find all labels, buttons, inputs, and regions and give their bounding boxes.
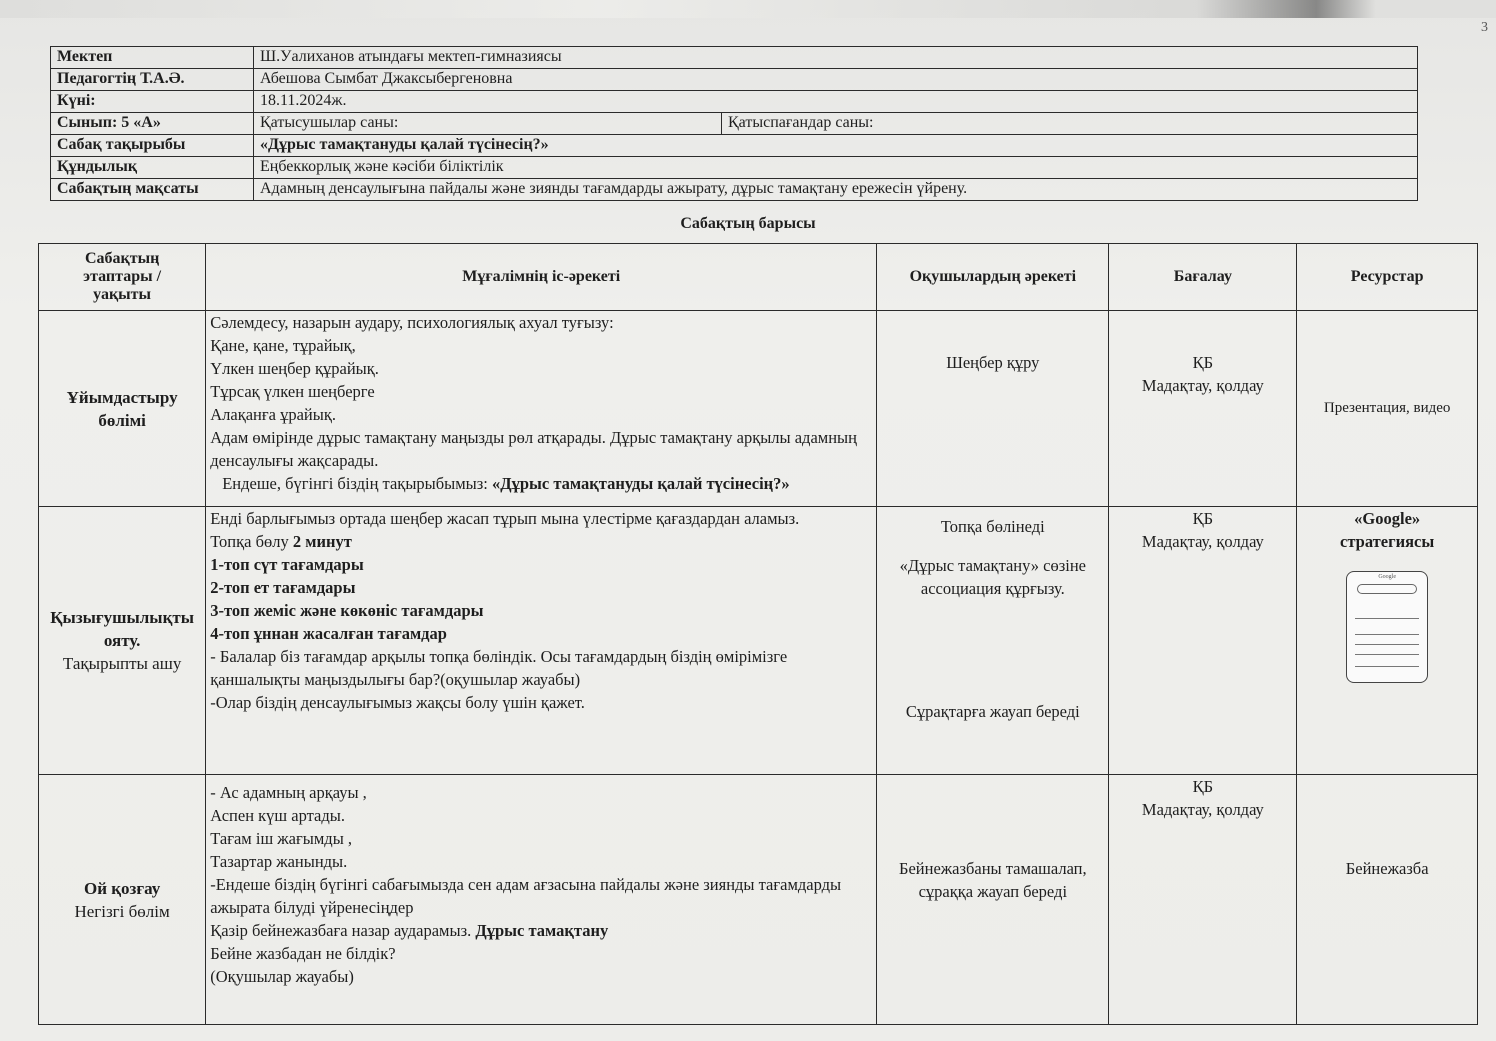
header-value: «Дұрыс тамақтануды қалай түсінесің?» <box>254 135 1418 157</box>
video-title: Дұрыс тамақтану <box>475 921 609 940</box>
students-text: Топқа бөлінеді <box>940 517 1045 536</box>
assessment-cell <box>1109 775 1297 1025</box>
teacher-line: Ендеше, бүгінгі біздің тақырыбымыз: <box>222 474 488 493</box>
header-key: Сынып: 5 «А» <box>51 113 254 135</box>
assessment-type: ҚБ <box>1192 353 1214 372</box>
students-cell <box>877 775 1109 1025</box>
teacher-line: (Оқушылар жауабы) <box>210 967 354 986</box>
line-icon <box>1355 634 1419 635</box>
lesson-topic: «Дұрыс тамақтануды қалай түсінесің?» <box>491 474 790 493</box>
header-key: Күні: <box>51 91 254 113</box>
header-key: Сабақ тақырыбы <box>51 135 254 157</box>
header-row-teacher <box>51 69 1418 91</box>
header-value: 18.11.2024ж. <box>254 91 1418 113</box>
teacher-line: Тағам іш жағымды , <box>210 829 353 848</box>
assessment-text: Мадақтау, қолдау <box>1141 532 1264 551</box>
assessment-cell <box>1109 507 1297 775</box>
group-item: 4-топ ұннан жасалған тағамдар <box>210 624 447 643</box>
header-row-value <box>51 157 1418 179</box>
resources-text: «Google» <box>1354 509 1421 528</box>
split-label: Топқа бөлу <box>210 532 289 551</box>
teacher-line: Бейне жазбадан не білдік? <box>210 944 396 963</box>
resources-text: Презентация, видео <box>1323 400 1451 416</box>
header-row-school <box>51 47 1418 69</box>
line-icon <box>1355 618 1419 619</box>
resources-cell <box>1297 507 1478 775</box>
stage-cell <box>39 775 206 1025</box>
header-key: Мектеп <box>51 47 254 69</box>
teacher-line: - Балалар біз тағамдар арқылы топқа бөліндік. Осы тағамдардың біздің өмірімізге қаншалықты маңыздылығы бар?(оқушылар жауабы) <box>210 647 788 689</box>
students-cell <box>877 311 1109 507</box>
lesson-table-header <box>39 244 1478 311</box>
header-value: Адамның денсаулығына пайдалы және зиянды тағамдарды ажырату, дұрыс тамақтану ережесін үйрену. <box>254 179 1418 201</box>
students-text: Бейнежазбаны тамашалап, сұраққа жауап береді <box>898 859 1087 901</box>
teacher-topic-line <box>210 472 872 495</box>
teacher-cell <box>206 507 877 775</box>
teacher-line: Үлкен шеңбер құрайық. <box>210 359 379 378</box>
photo-top-strip <box>0 0 1496 18</box>
assessment-type: ҚБ <box>1192 777 1214 796</box>
teacher-line: Тұрсақ үлкен шеңберге <box>210 382 375 401</box>
stage-subtitle: Тақырыпты ашу <box>62 654 182 673</box>
google-search-icon <box>1346 571 1428 683</box>
resources-cell <box>1297 775 1478 1025</box>
teacher-line: Аспен күш артады. <box>210 806 345 825</box>
split-line <box>210 530 872 553</box>
group-item: 1-топ сүт тағамдары <box>210 555 364 574</box>
video-line <box>210 919 872 942</box>
header-row-date <box>51 91 1418 113</box>
teacher-line: Алақанға ұрайық. <box>210 405 336 424</box>
header-table <box>50 46 1418 201</box>
col-teacher: Мұғалімнің іс-әрекеті <box>206 244 877 311</box>
assessment-text: Мадақтау, қолдау <box>1141 376 1264 395</box>
search-bar-icon <box>1357 584 1417 594</box>
header-value-absent: Қатыспағандар саны: <box>722 113 1418 135</box>
stage-title: Ой қозғау <box>83 878 161 898</box>
group-item: 3-топ жеміс және көкөніс тағамдары <box>210 601 484 620</box>
line-icon <box>1355 654 1419 655</box>
teacher-line: Қане, қане, тұрайық, <box>210 336 356 355</box>
header-key: Педагогтің Т.А.Ә. <box>51 69 254 91</box>
assessment-type: ҚБ <box>1192 509 1214 528</box>
header-value: Қатысушылар саны: <box>254 113 722 135</box>
table-row <box>39 507 1478 775</box>
col-students: Оқушылардың әрекеті <box>877 244 1109 311</box>
teacher-line: Сәлемдесу, назарын аудару, психологиялық ахуал туғызу: <box>210 313 614 332</box>
page-number: 3 <box>1481 20 1488 35</box>
header-row-topic <box>51 135 1418 157</box>
teacher-line: -Олар біздің денсаулығымыз жақсы болу үшін қажет. <box>210 693 585 712</box>
teacher-line: Адам өмірінде дұрыс тамақтану маңызды рөл атқарады. Дұрыс тамақтану арқылы адамның денсаулығы жақсарады. <box>210 428 857 470</box>
line-icon <box>1355 644 1419 645</box>
students-cell <box>877 507 1109 775</box>
students-text: «Дұрыс тамақтану» сөзіне ассоциация құрғызу. <box>899 556 1086 598</box>
col-stage: Сабақтың этаптары /уақыты <box>39 244 206 311</box>
resources-text: стратегиясы <box>1340 532 1435 551</box>
header-key: Сабақтың мақсаты <box>51 179 254 201</box>
section-title: Сабақтың барысы <box>680 215 816 232</box>
table-row <box>39 775 1478 1025</box>
teacher-line: Тазартар жанынды. <box>210 852 348 871</box>
col-resources: Ресурстар <box>1297 244 1478 311</box>
students-text: Сұрақтарға жауап береді <box>905 702 1080 721</box>
resources-cell <box>1297 311 1478 507</box>
teacher-line: Қазір бейнежазбаға назар аударамыз. <box>210 921 472 940</box>
resources-text: Бейнежазба <box>1345 859 1429 878</box>
header-value: Ш.Уалиханов атындағы мектеп-гимназиясы <box>254 47 1418 69</box>
stage-subtitle: Негізгі бөлім <box>74 901 170 921</box>
col-assessment: Бағалау <box>1109 244 1297 311</box>
teacher-line: -Ендеше біздің бүгінгі сабағымызда сен адам ағзасына пайдалы және зиянды тағамдарды ажырата білуді үйренесіңдер <box>210 875 842 917</box>
teacher-line: - Ас адамның арқауы , <box>210 783 367 802</box>
stage-cell <box>39 507 206 775</box>
icon-caption: Google <box>1378 574 1396 580</box>
line-icon <box>1355 666 1419 667</box>
header-row-goal <box>51 179 1418 201</box>
header-value: Абешова Сымбат Джаксыбергеновна <box>254 69 1418 91</box>
teacher-cell <box>206 775 877 1025</box>
teacher-line: Енді барлығымыз ортада шеңбер жасап тұрып мына үлестірме қағаздардан аламыз. <box>210 509 800 528</box>
assessment-cell <box>1109 311 1297 507</box>
group-item: 2-топ ет тағамдары <box>210 578 356 597</box>
table-row <box>39 311 1478 507</box>
teacher-cell <box>206 311 877 507</box>
header-row-class <box>51 113 1418 135</box>
stage-cell: Ұйымдастыру бөлімі <box>39 311 206 507</box>
split-time: 2 минут <box>292 532 352 551</box>
stage-title: Қызығушылықты ояту. <box>50 608 194 650</box>
header-key: Құндылық <box>51 157 254 179</box>
assessment-text: Мадақтау, қолдау <box>1141 800 1264 819</box>
students-text: Шеңбер құру <box>946 353 1040 372</box>
lesson-table <box>38 243 1478 1025</box>
header-value: Еңбеккорлық және кәсіби біліктілік <box>254 157 1418 179</box>
